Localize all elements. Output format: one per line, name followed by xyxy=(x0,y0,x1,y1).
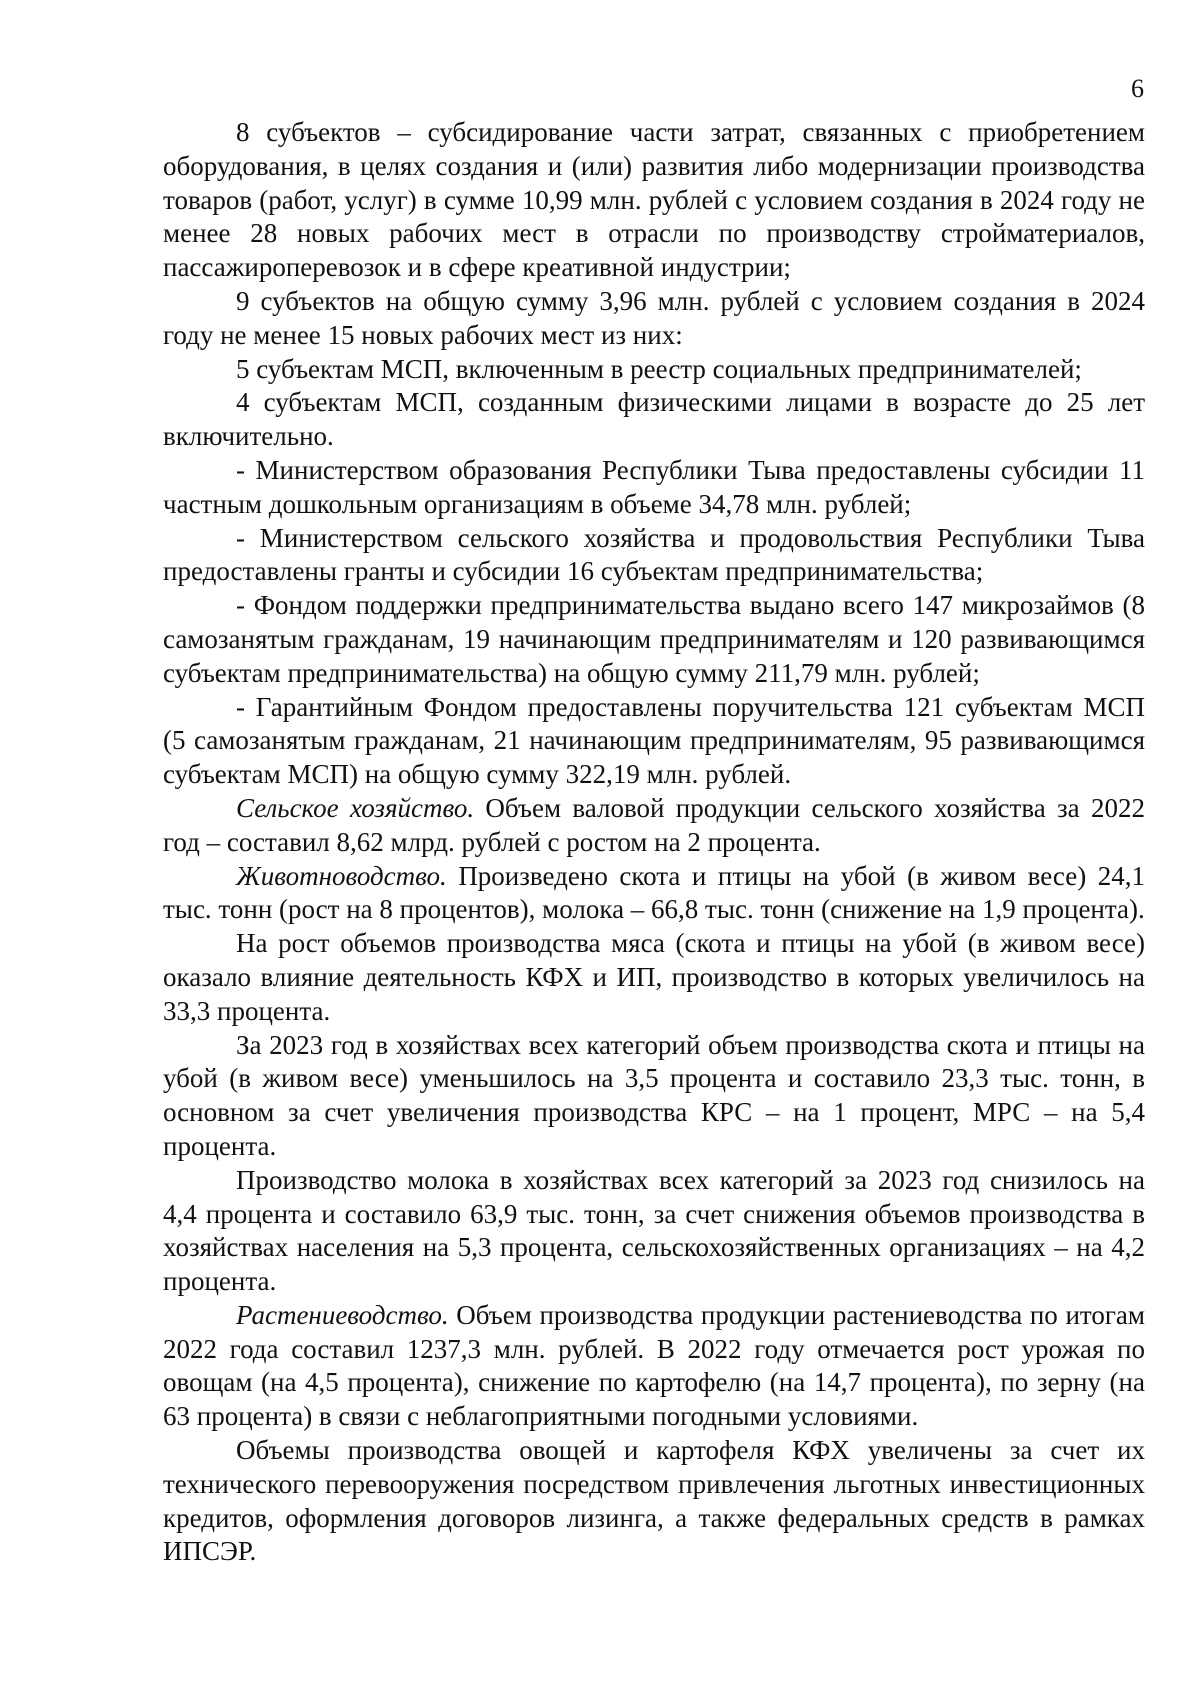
paragraph xyxy=(163,522,1145,590)
paragraph xyxy=(163,285,1145,353)
paragraph-text: За 2023 год в хозяйствах всех категорий объем производства скота и птицы на убой (в живом весе) уменьшилось на 3,5 процента и составило 23,3 тыс. тонн, в основном за счет увеличения производства КРС – на 1 процент, МРС – на 5,4 процента. xyxy=(163,1029,1145,1161)
paragraph-text: - Фондом поддержки предпринимательства выдано всего 147 микрозаймов (8 самозанятым гражданам, 19 начинающим предпринимателям и 120 развивающимся субъектам предпринимательства) на общую сумму 211,79 млн. рублей; xyxy=(163,590,1145,688)
paragraph-text: На рост объемов производства мяса (скота и птицы на убой (в живом весе) оказало влияние деятельность КФХ и ИП, производство в которых увеличилось на 33,3 процента. xyxy=(163,928,1145,1026)
paragraph-text: Произведено скота и птицы на убой (в живом весе) 24,1 тыс. тонн (рост на 8 процентов), молока – 66,8 тыс. тонн (снижение на 1,9 процента). xyxy=(163,860,1145,925)
paragraph-text: - Министерством образования Республики Тыва предоставлены субсидии 11 частным дошкольным организациям в объеме 34,78 млн. рублей; xyxy=(163,454,1145,519)
paragraph xyxy=(163,589,1145,690)
paragraph-text: 4 субъектам МСП, созданным физическими лицами в возрасте до 25 лет включительно. xyxy=(163,387,1145,452)
document-body xyxy=(163,116,1145,1569)
paragraph-text: 5 субъектам МСП, включенным в реестр социальных предпринимателей; xyxy=(236,353,1082,384)
paragraph xyxy=(163,353,1145,387)
paragraph-text: - Министерством сельского хозяйства и продовольствия Республики Тыва предоставлены гранты и субсидии 16 субъектам предпринимательства; xyxy=(163,522,1145,587)
paragraph-text: Объем валовой продукции сельского хозяйства за 2022 год – составил 8,62 млрд. рублей с ростом на 2 процента. xyxy=(163,792,1145,857)
paragraph xyxy=(163,1434,1145,1569)
page-number: 6 xyxy=(1131,74,1144,103)
paragraph-text: Производство молока в хозяйствах всех категорий за 2023 год снизилось на 4,4 процента и составило 63,9 тыс. тонн, за счет снижения объемов производства в хозяйствах населения на 5,3 процента, сельскохозяйственных организациях – на 4,2 процента. xyxy=(163,1164,1145,1297)
paragraph xyxy=(163,860,1145,928)
paragraph xyxy=(163,691,1145,792)
paragraph xyxy=(163,386,1145,454)
paragraph-text: 8 субъектов – субсидирование части затрат, связанных с приобретением оборудования, в целях создания и (или) развития либо модернизации производства товаров (работ, услуг) в сумме 10,99 млн. рублей с условием создания в 2024 году не менее 28 новых рабочих мест в отрасли по производству стройматериалов, пассажироперевозок и в сфере креативной индустрии; xyxy=(163,117,1145,283)
paragraph-lead: Растениеводство. xyxy=(236,1299,449,1330)
paragraph-text: - Гарантийным Фондом предоставлены поручительства 121 субъектам МСП (5 самозанятым гражданам, 21 начинающим предпринимателям, 95 развивающимся субъектам МСП) на общую сумму 322,19 млн. рублей. xyxy=(163,691,1145,790)
paragraph xyxy=(163,1299,1145,1434)
paragraph xyxy=(163,792,1145,860)
paragraph xyxy=(163,927,1145,1028)
paragraph-text: Объем производства продукции растениеводства по итогам 2022 года составил 1237,3 млн. рублей. В 2022 году отмечается рост урожая по овощам (на 4,5 процента), снижение по картофелю (на 14,7 процента), по зерну (на 63 процента) в связи с неблагоприятными погодными условиями. xyxy=(163,1299,1145,1432)
paragraph xyxy=(163,116,1145,285)
paragraph-lead: Животноводство. xyxy=(236,860,447,891)
paragraph-lead: Сельское хозяйство. xyxy=(236,792,475,823)
paragraph-text: 9 субъектов на общую сумму 3,96 млн. рублей с условием создания в 2024 году не менее 15 новых рабочих мест из них: xyxy=(163,285,1145,350)
paragraph-text: Объемы производства овощей и картофеля КФХ увеличены за счет их технического перевооружения посредством привлечения льготных инвестиционных кредитов, оформления договоров лизинга, а также федеральных средств в рамках ИПСЭР. xyxy=(163,1435,1145,1567)
paragraph xyxy=(163,454,1145,522)
paragraph xyxy=(163,1029,1145,1164)
paragraph xyxy=(163,1164,1145,1299)
